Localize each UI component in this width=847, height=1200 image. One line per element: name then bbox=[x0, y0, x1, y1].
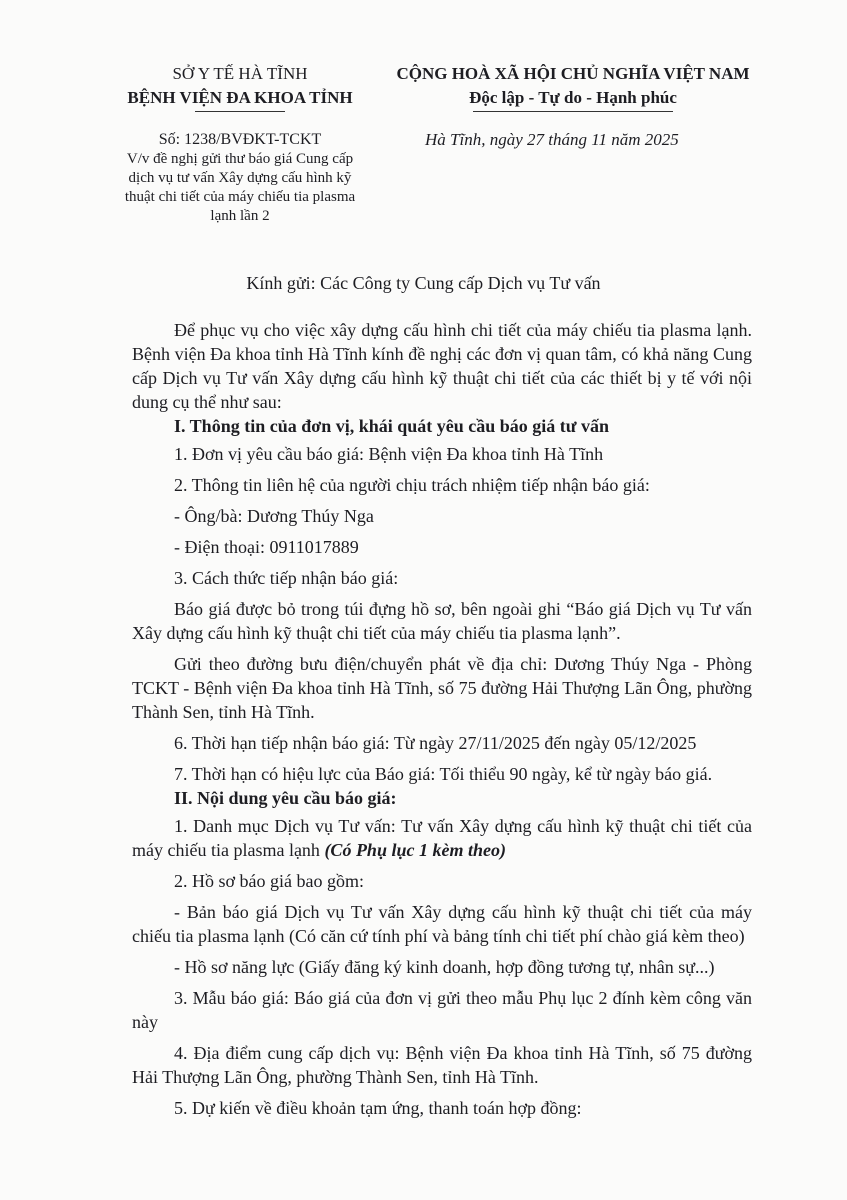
s1-item-3: 3. Cách thức tiếp nhận báo giá: bbox=[174, 568, 399, 588]
country-name: CỘNG HOÀ XÃ HỘI CHỦ NGHĨA VIỆT NAM bbox=[396, 64, 750, 83]
s2-item-5: 5. Dự kiến về điều khoản tạm ứng, thanh toán hợp đồng: bbox=[174, 1098, 582, 1118]
s2-item-2: 2. Hồ sơ báo giá bao gồm: bbox=[174, 871, 364, 891]
s1-item-3-text: Báo giá được bỏ trong túi đựng hồ sơ, bên ngoài ghi “Báo giá Dịch vụ Tư vấn Xây dựng cấu hình kỹ thuật chi tiết của máy chiếu tia plasma lạnh”. bbox=[132, 599, 752, 643]
s2-item-4: 4. Địa điểm cung cấp dịch vụ: Bệnh viện Đa khoa tỉnh Hà Tĩnh, số 75 đường Hải Thượng Lãn Ông, phường Thành Sen, tỉnh Hà Tĩnh. bbox=[132, 1043, 752, 1087]
section-1-heading: I. Thông tin của đơn vị, khái quát yêu cầu báo giá tư vấn bbox=[174, 416, 610, 436]
s2-item-3: 3. Mẫu báo giá: Báo giá của đơn vị gửi theo mẫu Phụ lục 2 đính kèm công văn này bbox=[132, 988, 752, 1032]
s1-item-6: 6. Thời hạn tiếp nhận báo giá: Từ ngày 27/11/2025 đến ngày 05/12/2025 bbox=[174, 733, 697, 753]
document-body bbox=[132, 318, 752, 1120]
document-number: Số: 1238/BVĐKT-TCKT bbox=[158, 131, 322, 148]
motto-underline bbox=[473, 111, 673, 112]
salutation: Kính gửi: Các Công ty Cung cấp Dịch vụ Tư vấn bbox=[246, 273, 601, 293]
s2-item-2-b: - Hồ sơ năng lực (Giấy đăng ký kinh doanh, hợp đồng tương tự, nhân sự...) bbox=[174, 957, 715, 977]
s1-item-2: 2. Thông tin liên hệ của người chịu trách nhiệm tiếp nhận báo giá: bbox=[174, 475, 650, 495]
motto: Độc lập - Tự do - Hạnh phúc bbox=[469, 88, 677, 107]
s2-item-1 bbox=[132, 814, 752, 862]
s2-item-2-a: - Bản báo giá Dịch vụ Tư vấn Xây dựng cấu hình kỹ thuật chi tiết của máy chiếu tia plasma lạnh (Có căn cứ tính phí và bảng tính chi tiết phí chào giá kèm theo) bbox=[132, 902, 752, 946]
issuer-underline bbox=[195, 111, 285, 112]
document-date: Hà Tĩnh, ngày 27 tháng 11 năm 2025 bbox=[425, 130, 679, 149]
hospital-name: BỆNH VIỆN ĐA KHOA TỈNH bbox=[127, 88, 353, 107]
intro-paragraph: Để phục vụ cho việc xây dựng cấu hình chi tiết của máy chiếu tia plasma lạnh. Bệnh viện Đa khoa tỉnh Hà Tĩnh kính đề nghị các đơn vị quan tâm, có khả năng Cung cấp Dịch vụ Tư vấn Xây dựng cấu hình kỹ thuật chi tiết của các thiết bị y tế với nội dung cụ thể như sau: bbox=[132, 320, 752, 412]
national-header bbox=[383, 62, 763, 112]
document-subject: V/v đề nghị gửi thư báo giá Cung cấp dịch vụ tư vấn Xây dựng cấu hình kỹ thuật chi tiết của máy chiếu tia plasma lạnh lần 2 bbox=[124, 151, 356, 224]
issuer-header bbox=[110, 62, 370, 112]
s1-contact-person: - Ông/bà: Dương Thúy Nga bbox=[174, 506, 374, 526]
s2-item-1-note: (Có Phụ lục 1 kèm theo) bbox=[324, 840, 506, 860]
s1-item-3-address: Gửi theo đường bưu điện/chuyển phát về địa chỉ: Dương Thúy Nga - Phòng TCKT - Bệnh viện Đa khoa tỉnh Hà Tĩnh, số 75 đường Hải Thượng Lãn Ông, phường Thành Sen, tỉnh Hà Tĩnh. bbox=[132, 654, 752, 722]
s1-item-7: 7. Thời hạn có hiệu lực của Báo giá: Tối thiểu 90 ngày, kể từ ngày báo giá. bbox=[174, 764, 713, 784]
s1-item-1: 1. Đơn vị yêu cầu báo giá: Bệnh viện Đa khoa tỉnh Hà Tĩnh bbox=[174, 444, 604, 464]
department-name: SỞ Y TẾ HÀ TĨNH bbox=[172, 64, 308, 83]
section-2-heading: II. Nội dung yêu cầu báo giá: bbox=[174, 788, 397, 808]
s1-contact-phone: - Điện thoại: 0911017889 bbox=[174, 537, 359, 557]
s2-item-1-text: 1. Danh mục Dịch vụ Tư vấn: Tư vấn Xây dựng cấu hình kỹ thuật chi tiết của máy chiếu tia plasma lạnh bbox=[132, 816, 752, 860]
